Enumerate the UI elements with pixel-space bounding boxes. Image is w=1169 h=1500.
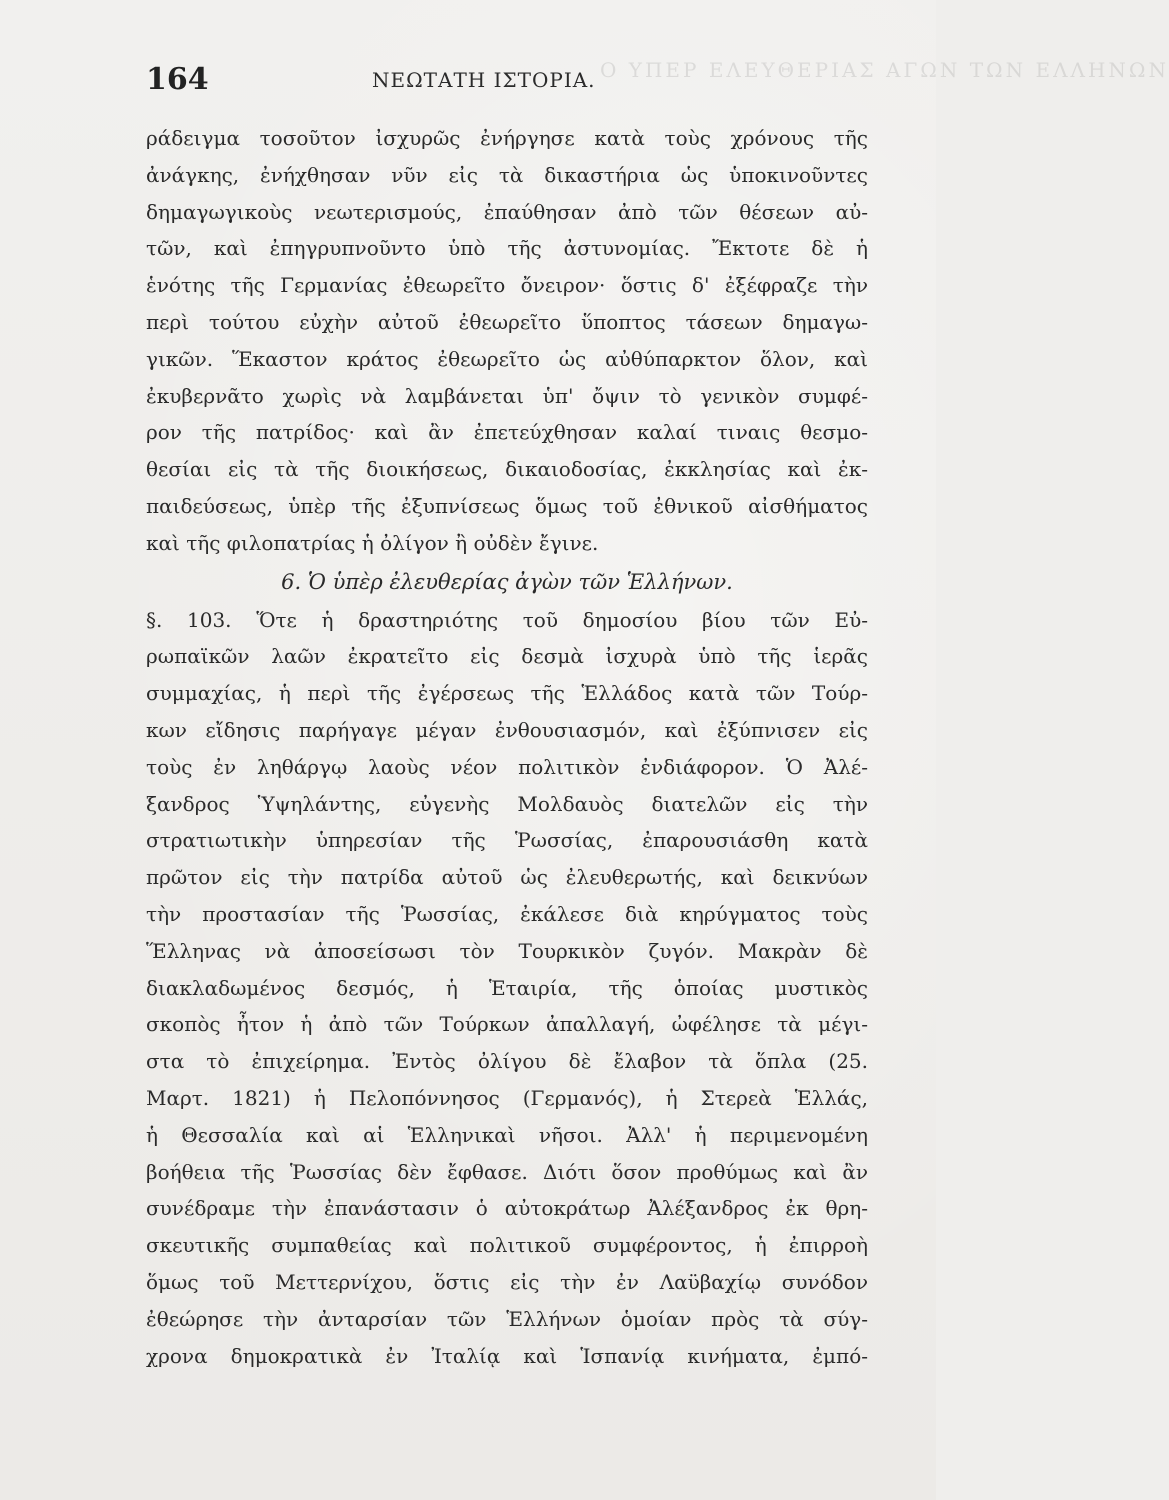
text-line: ἐκυβερνᾶτο χωρὶς νὰ λαμβάνεται ὑπ' ὄψιν τὸ γενικὸν συμφέ-	[146, 383, 868, 408]
text-line: Ἕλληνας νὰ ἀποσείσωσι τὸν Τουρκικὸν ζυγόν. Μακρὰν δὲ	[146, 938, 868, 963]
text-line: ἐθεώρησε τὴν ἀνταρσίαν τῶν Ἑλλήνων ὁμοίαν πρὸς τὰ σύγ-	[146, 1306, 868, 1331]
text-line: ἑνότης τῆς Γερμανίας ἐθεωρεῖτο ὄνειρον· ὅστις δ' ἐξέφραζε τὴν	[146, 273, 868, 298]
text-line: παιδεύσεως, ὑπὲρ τῆς ἐξυπνίσεως ὅμως τοῦ ἐθνικοῦ αἰσθήματος	[146, 493, 868, 518]
text-line: περὶ τούτου εὐχὴν αὐτοῦ ἐθεωρεῖτο ὕποπτος τάσεων δημαγω-	[146, 309, 868, 334]
text-line: διακλαδωμένος δεσμός, ἡ Ἑταιρία, τῆς ὁποίας μυστικὸς	[146, 975, 868, 1000]
page-header	[146, 62, 866, 102]
text-line: τῶν, καὶ ἐπηγρυπνοῦντο ὑπὸ τῆς ἀστυνομίας. Ἔκτοτε δὲ ἡ	[146, 236, 868, 261]
text-line: δημαγωγικοὺς νεωτερισμούς, ἐπαύθησαν ἀπὸ τῶν θέσεων αὐ-	[146, 199, 868, 224]
text-line: χρονα δημοκρατικὰ ἐν Ἰταλίᾳ καὶ Ἱσπανίᾳ κινήματα, ἐμπό-	[146, 1343, 868, 1368]
text-line: ρωπαϊκῶν λαῶν ἐκρατεῖτο εἰς δεσμὰ ἰσχυρὰ ὑπὸ τῆς ἱερᾶς	[146, 644, 868, 669]
text-line: ξανδρος Ὑψηλάντης, εὐγενὴς Μολδαυὸς διατελῶν εἰς τὴν	[146, 791, 868, 816]
text-line: τὴν προστασίαν τῆς Ῥωσσίας, ἐκάλεσε διὰ κηρύγματος τοὺς	[146, 901, 868, 926]
text-line: σκοπὸς ἦτον ἡ ἀπὸ τῶν Τούρκων ἀπαλλαγή, ὠφέλησε τὰ μέγι-	[146, 1012, 868, 1037]
paragraph-1	[146, 120, 868, 562]
text-line: σκευτικῆς συμπαθείας καὶ πολιτικοῦ συμφέροντος, ἡ ἐπιρροὴ	[146, 1233, 868, 1258]
bleed-through-text: Ο ΥΠΕΡ ΕΛΕΥΘΕΡΙΑΣ ΑΓΩΝ ΤΩΝ ΕΛΛΗΝΩΝ	[600, 58, 1169, 82]
text-line: συμμαχίας, ἡ περὶ τῆς ἐγέρσεως τῆς Ἑλλάδος κατὰ τῶν Τούρ-	[146, 681, 868, 706]
body-text	[146, 120, 868, 1374]
text-line: θεσίαι εἰς τὰ τῆς διοικήσεως, δικαιοδοσίας, ἐκκλησίας καὶ ἐκ-	[146, 457, 868, 482]
text-line: στρατιωτικὴν ὑπηρεσίαν τῆς Ῥωσσίας, ἐπαρουσιάσθη κατὰ	[146, 828, 868, 853]
text-line: πρῶτον εἰς τὴν πατρίδα αὐτοῦ ὡς ἐλευθερωτής, καὶ δεικνύων	[146, 865, 868, 890]
section-heading: 6. Ὁ ὑπὲρ ἐλευθερίας ἀγὼν τῶν Ἑλλήνων.	[281, 569, 733, 594]
text-line: ἀνάγκης, ἐνήχθησαν νῦν εἰς τὰ δικαστήρια ὡς ὑποκινοῦντες	[146, 162, 868, 187]
page-number: 164	[146, 62, 209, 97]
text-line: Μαρτ. 1821) ἡ Πελοπόννησος (Γερμανός), ἡ Στερεὰ Ἑλλάς,	[146, 1085, 868, 1110]
text-line: §. 103. Ὅτε ἡ δραστηριότης τοῦ δημοσίου βίου τῶν Εὐ-	[146, 607, 868, 632]
text-line: γικῶν. Ἕκαστον κράτος ἐθεωρεῖτο ὡς αὐθύπαρκτον ὅλον, καὶ	[146, 346, 868, 371]
text-line: συνέδραμε τὴν ἐπανάστασιν ὁ αὐτοκράτωρ Ἀλέξανδρος ἐκ θρη-	[146, 1196, 868, 1221]
text-line: ράδειγμα τοσοῦτον ἰσχυρῶς ἐνήργησε κατὰ τοὺς χρόνους τῆς	[146, 126, 868, 150]
text-line: τοὺς ἐν ληθάργῳ λαοὺς νέον πολιτικὸν ἐνδιάφορον. Ὁ Ἀλέ-	[146, 754, 868, 779]
text-line: καὶ τῆς φιλοπατρίας ἡ ὀλίγον ἢ οὐδὲν ἔγινε.	[146, 530, 599, 555]
text-line: κων εἴδησις παρήγαγε μέγαν ἐνθουσιασμόν, καὶ ἐξύπνισεν εἰς	[146, 717, 868, 742]
text-line: ὅμως τοῦ Μεττερνίχου, ὅστις εἰς τὴν ἐν Λαϋβαχίῳ συνόδον	[146, 1269, 868, 1294]
paragraph-2	[146, 602, 868, 1375]
text-line: στα τὸ ἐπιχείρημα. Ἐντὸς ὀλίγου δὲ ἔλαβον τὰ ὅπλα (25.	[146, 1049, 868, 1074]
text-line: βοήθεια τῆς Ῥωσσίας δὲν ἔφθασε. Διότι ὅσον προθύμως καὶ ἂν	[146, 1159, 868, 1184]
text-line: ἡ Θεσσαλία καὶ αἱ Ἑλληνικαὶ νῆσοι. Ἀλλ' ἡ περιμενομένη	[146, 1122, 868, 1147]
running-head: ΝΕΩΤΑΤΗ ΙΣΤΟΡΙΑ.	[372, 68, 596, 92]
text-line: ρον τῆς πατρίδος· καὶ ἂν ἐπετεύχθησαν καλαί τιναις θεσμο-	[146, 420, 868, 445]
